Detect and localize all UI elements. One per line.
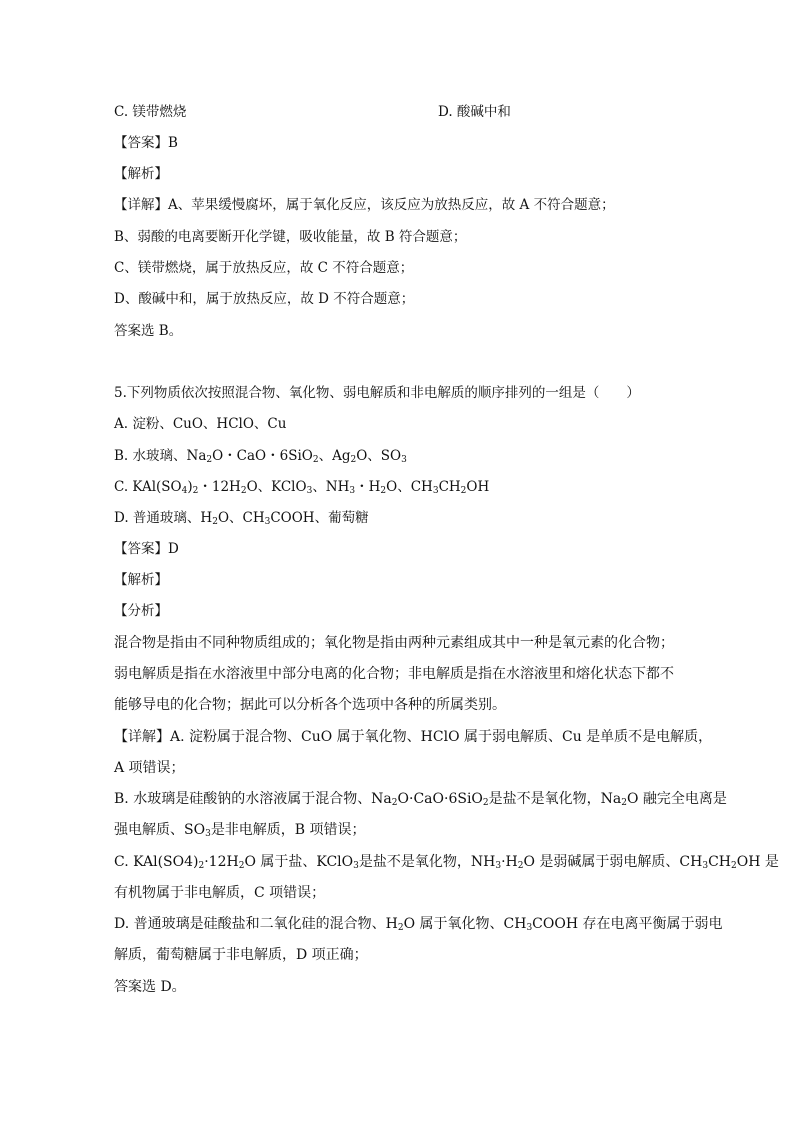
q5-detail-a-line-2: A 项错误； (114, 760, 185, 776)
q4-option-c: C. 镁带燃烧 (114, 104, 187, 120)
q5-fenxi-line-1: 混合物是指由不同种物质组成的；氧化物是指由两种元素组成其中一种是氧元素的化合物； (114, 635, 674, 651)
q5-option-b: B. 水玻璃、$Na_2O$・CaO・6SiO$_2$、$Ag_2O$、$SO_3$ (114, 448, 407, 465)
q5-detail-c-line-2: 有机物属于非电解质，C 项错误； (114, 885, 326, 901)
q5-analysis-heading: 【解析】 (114, 572, 168, 588)
q5-conclusion: 答案选 D。 (114, 979, 186, 995)
q5-option-a: A. 淀粉、CuO、HClO、Cu (114, 416, 287, 432)
q4-answer: 【答案】B (114, 135, 178, 151)
q4-option-d: D. 酸碱中和 (438, 104, 511, 120)
q5-fenxi-heading: 【分析】 (114, 603, 168, 619)
q4-detail-a: 【详解】A、苹果缓慢腐坏，属于氧化反应，该反应为放热反应，故 A 不符合题意； (114, 197, 615, 213)
q5-option-d: D. 普通玻璃、$H_2O$、$CH_3COOH$、葡萄糖 (114, 510, 369, 527)
q5-detail-b-line-2: 强电解质、$SO_3$是非电解质，B 项错误； (114, 822, 366, 839)
q4-conclusion: 答案选 B。 (114, 323, 183, 339)
q5-detail-c-line-1: C. $KAl(SO4)_2\cdot 12H_2O$ 属于盐、KClO$_3$是盐不是氧化物，$NH_3\cdot H_2O$ 是弱碱属于弱电解质、$CH_3CH_2OH$ 是 (114, 854, 779, 871)
q5-fenxi-line-3: 能够导电的化合物；据此可以分析各个选项中各种的所属类别。 (114, 697, 506, 713)
q5-detail-a-line-1: 【详解】A. 淀粉属于混合物、CuO 属于氧化物、HClO 属于弱电解质、Cu 是单质不是电解质， (114, 729, 713, 745)
q4-detail-d: D、酸碱中和，属于放热反应，故 D 不符合题意； (114, 291, 415, 307)
q5-detail-d-line-1: D. 普通玻璃是硅酸盐和二氧化硅的混合物、$H_2O$ 属于氧化物、$CH_3COOH$ 存在电离平衡属于弱电 (114, 916, 723, 933)
q4-detail-c: C、镁带燃烧，属于放热反应，故 C 不符合题意； (114, 260, 414, 276)
q5-detail-d-line-2: 解质，葡萄糖属于非电解质，D 项正确； (114, 947, 368, 963)
q5-answer: 【答案】D (114, 541, 179, 557)
q5-detail-b-line-1: B. 水玻璃是硅酸钠的水溶液属于混合物、$Na_2O\cdot CaO\cdot 6SiO_2$是盐不是氧化物，$Na_2O$ 融完全电离是 (114, 791, 727, 808)
q5-fenxi-line-2: 弱电解质是指在水溶液里中部分电离的化合物；非电解质是指在水溶液里和熔化状态下都不 (114, 666, 674, 682)
q4-detail-b: B、弱酸的电离要断开化学键，吸收能量，故 B 符合题意； (114, 229, 467, 245)
q5-stem: 5.下列物质依次按照混合物、氧化物、弱电解质和非电解质的顺序排列的一组是（ ） (114, 385, 640, 401)
q5-option-c: C. $KAl(SO_4)_2$・$12H_2O$、KClO$_3$、$NH_3$・$H_2O$、$CH_3CH_2OH$ (114, 479, 490, 496)
q4-analysis-heading: 【解析】 (114, 166, 168, 182)
